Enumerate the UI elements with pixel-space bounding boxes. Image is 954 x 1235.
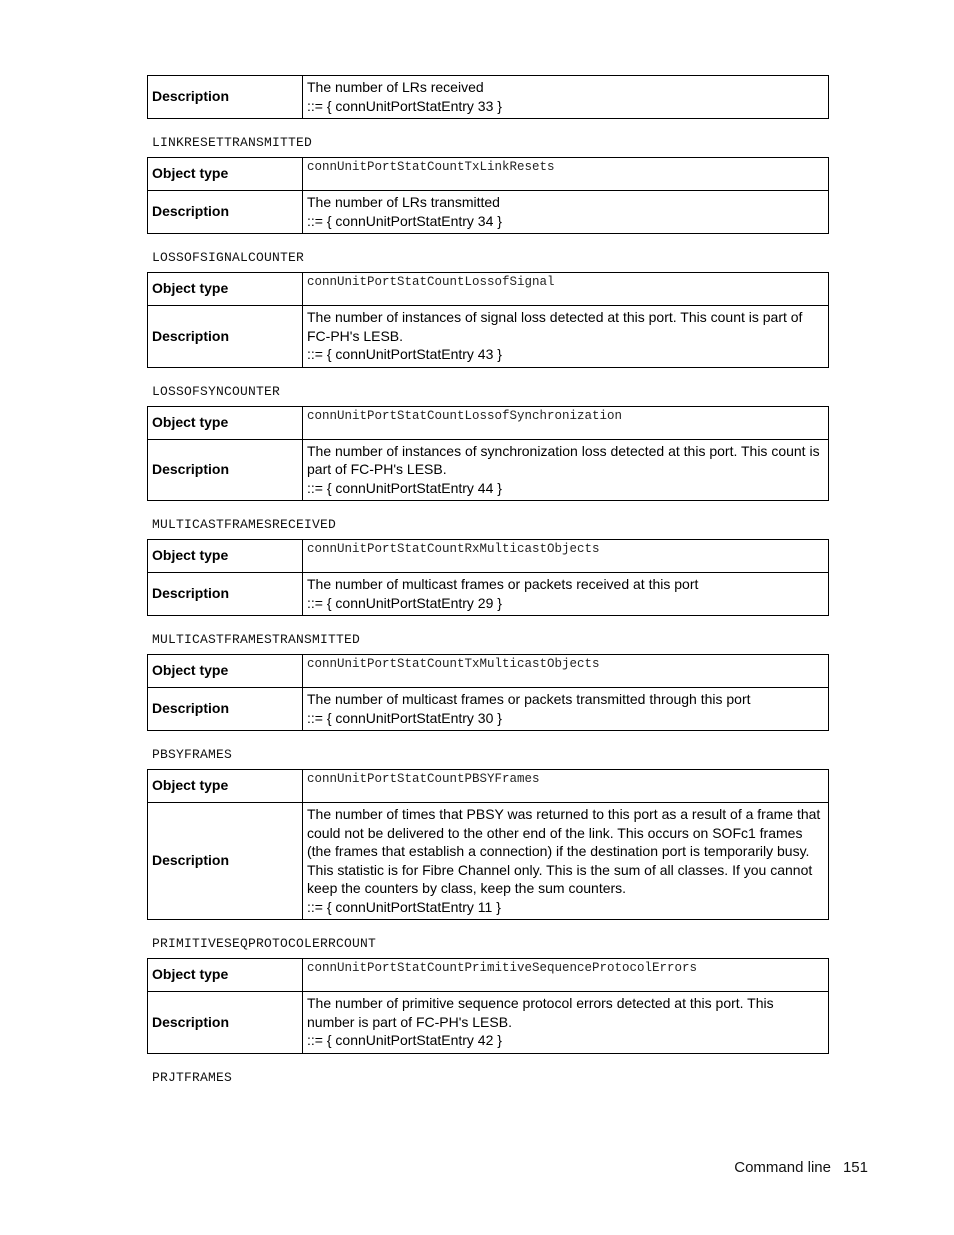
entry-table bbox=[147, 539, 829, 616]
entry-table bbox=[147, 406, 829, 502]
description-cell bbox=[303, 439, 829, 501]
object-type-value: connUnitPortStatCountTxLinkResets bbox=[303, 158, 829, 191]
description-row bbox=[148, 992, 829, 1054]
object-type-label: Object type bbox=[148, 273, 303, 306]
footer-section-title: Command line bbox=[734, 1159, 831, 1176]
entry-table bbox=[147, 157, 829, 234]
entry-heading: PRIMITIVESEQPROTOCOLERRCOUNT bbox=[152, 936, 377, 951]
description-text: The number of instances of synchronization loss detected at this port. This count is part of FC-PH's LESB. bbox=[307, 442, 820, 477]
entry-heading: LOSSOFSYNCOUNTER bbox=[152, 383, 281, 399]
oid-text: ::= { connUnitPortStatEntry 42 } bbox=[307, 1032, 502, 1048]
entry-heading: MULTICASTFRAMESTRANSMITTED bbox=[152, 632, 361, 647]
description-cell bbox=[303, 992, 829, 1054]
oid-text: ::= { connUnitPortStatEntry 11 } bbox=[307, 898, 501, 915]
oid-text: ::= { connUnitPortStatEntry 44 } bbox=[307, 479, 502, 496]
object-type-label: Object type bbox=[148, 770, 303, 803]
oid-text: ::= { connUnitPortStatEntry 43 } bbox=[307, 346, 502, 362]
description-cell bbox=[303, 688, 829, 731]
document-body bbox=[147, 75, 829, 1092]
entry-heading: LOSSOFSIGNALCOUNTER bbox=[152, 250, 305, 265]
description-cell bbox=[303, 803, 829, 920]
description-label: Description bbox=[148, 803, 303, 920]
object-type-row bbox=[148, 655, 829, 688]
description-text: The number of LRs received bbox=[307, 79, 484, 95]
object-type-label: Object type bbox=[148, 655, 303, 688]
description-label: Description bbox=[148, 573, 303, 616]
object-type-label: Object type bbox=[148, 158, 303, 191]
entry-heading: PBSYFRAMES bbox=[152, 747, 233, 762]
oid-text: ::= { connUnitPortStatEntry 29 } bbox=[307, 594, 502, 611]
description-row bbox=[148, 439, 829, 501]
description-cell bbox=[303, 573, 829, 616]
object-type-value: connUnitPortStatCountPBSYFrames bbox=[303, 770, 829, 803]
description-row bbox=[148, 688, 829, 731]
description-row bbox=[148, 573, 829, 616]
entry-table bbox=[147, 654, 829, 731]
description-row bbox=[148, 306, 829, 368]
entry-heading: LINKRESETTRANSMITTED bbox=[152, 135, 313, 150]
description-row bbox=[148, 191, 829, 234]
entry-table bbox=[147, 958, 829, 1054]
description-label: Description bbox=[148, 76, 303, 119]
oid-text: ::= { connUnitPortStatEntry 30 } bbox=[307, 709, 502, 726]
object-type-value: connUnitPortStatCountLossofSignal bbox=[303, 273, 829, 306]
description-label: Description bbox=[148, 439, 303, 501]
object-type-row bbox=[148, 770, 829, 803]
object-type-value: connUnitPortStatCountRxMulticastObjects bbox=[303, 540, 829, 573]
description-label: Description bbox=[148, 688, 303, 731]
description-row bbox=[148, 803, 829, 920]
description-text: The number of multicast frames or packets received at this port bbox=[307, 576, 699, 592]
object-type-row bbox=[148, 959, 829, 992]
object-type-value: connUnitPortStatCountTxMulticastObjects bbox=[303, 655, 829, 688]
entry-table-top bbox=[147, 75, 829, 119]
description-label: Description bbox=[148, 306, 303, 368]
description-cell bbox=[303, 191, 829, 234]
object-type-label: Object type bbox=[148, 540, 303, 573]
description-label: Description bbox=[148, 992, 303, 1054]
entry-heading-trailing: PRJTFRAMES bbox=[152, 1069, 233, 1085]
object-type-row bbox=[148, 158, 829, 191]
description-text: The number of multicast frames or packets transmitted through this port bbox=[307, 691, 751, 707]
description-text: The number of LRs transmitted bbox=[307, 194, 500, 210]
object-type-value: connUnitPortStatCountLossofSynchronization bbox=[303, 406, 829, 439]
oid-text: ::= { connUnitPortStatEntry 33 } bbox=[307, 97, 502, 114]
description-label: Description bbox=[148, 191, 303, 234]
description-cell bbox=[303, 306, 829, 368]
object-type-row bbox=[148, 540, 829, 573]
description-row bbox=[148, 76, 829, 119]
object-type-label: Object type bbox=[148, 406, 303, 439]
object-type-value: connUnitPortStatCountPrimitiveSequenceProtocolErrors bbox=[303, 959, 829, 992]
object-type-row bbox=[148, 406, 829, 439]
description-cell bbox=[303, 76, 829, 119]
description-text: The number of primitive sequence protocol errors detected at this port. This number is part of FC-PH's LESB. bbox=[307, 995, 774, 1030]
page-number: 151 bbox=[842, 1159, 868, 1176]
description-text: The number of instances of signal loss detected at this port. This count is part of FC-PH's LESB. bbox=[307, 309, 803, 344]
entry-table bbox=[147, 272, 829, 368]
entry-table bbox=[147, 769, 829, 920]
oid-text: ::= { connUnitPortStatEntry 34 } bbox=[307, 212, 502, 229]
object-type-row bbox=[148, 273, 829, 306]
description-text: The number of times that PBSY was returned to this port as a result of a frame that could not be delivered to the other end of the link. This occurs on SOFc1 frames (the frames that establish a connection) if the destination port is temporarily busy. This statistic is for Fibre Channel only. This is the sum of all classes. If you cannot keep the counters by class, keep the sum counters. bbox=[307, 806, 821, 896]
entry-heading: MULTICASTFRAMESRECEIVED bbox=[152, 517, 337, 532]
page-footer bbox=[734, 1158, 868, 1178]
object-type-label: Object type bbox=[148, 959, 303, 992]
